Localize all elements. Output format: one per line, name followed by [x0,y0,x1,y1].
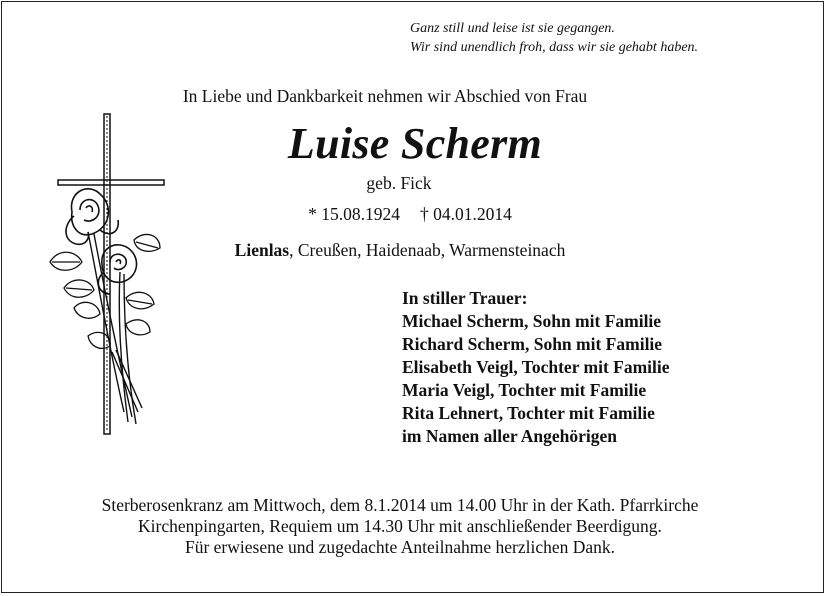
service-info [0,495,800,558]
motto-line-2: Wir sind unendlich froh, dass wir sie gehabt haben. [410,40,699,55]
mourner-item: Rita Lehnert, Tochter mit Familie [402,403,655,423]
motto-line-1: Ganz still und leise ist sie gegangen. [410,21,615,36]
mourners-heading: In stiller Trauer: [402,288,528,308]
birth-date: * 15.08.1924 [308,204,400,224]
mourner-item: Richard Scherm, Sohn mit Familie [402,334,663,354]
place-main: Lienlas [234,240,290,260]
maiden-name: geb. Fick [366,173,432,193]
death-date: † 04.01.2014 [420,204,512,224]
mourner-item: im Namen aller Angehörigen [402,426,618,446]
service-line-3: Für erwiesene und zugedachte Anteilnahme herzlichen Dank. [184,537,616,557]
service-line-2: Kirchenpingarten, Requiem um 14.30 Uhr mit anschließender Beerdigung. [138,516,662,536]
service-line-1: Sterberosenkranz am Mittwoch, dem 8.1.2014 um 14.00 Uhr in der Kath. Pfarrkirche [101,495,699,515]
mourner-item: Michael Scherm, Sohn mit Familie [402,311,662,331]
mourner-item: Elisabeth Veigl, Tochter mit Familie [402,357,670,377]
intro-text: In Liebe und Dankbarkeit nehmen wir Abschied von Frau [182,86,588,106]
cross-with-roses-icon [28,112,178,442]
mourner-item: Maria Veigl, Tochter mit Familie [402,380,647,400]
place-others: , Creußen, Haidenaab, Warmensteinach [289,240,566,260]
motto [410,19,698,57]
deceased-name: Luise Scherm [287,119,543,168]
mourners-list [402,287,670,448]
